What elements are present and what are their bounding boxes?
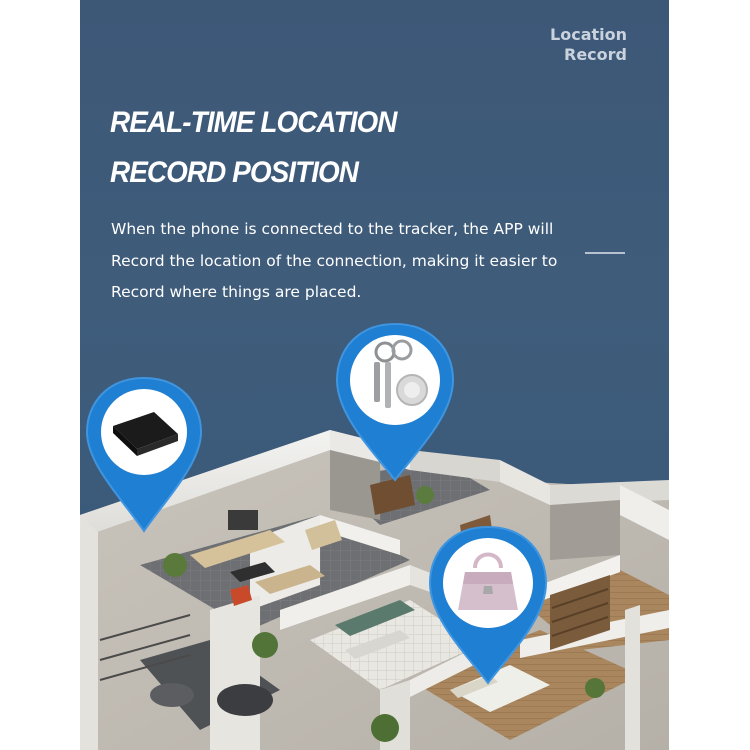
description-line2: Record the location of the connection, making it easier to [111,251,558,270]
description-line1: When the phone is connected to the tracker, the APP will [111,220,554,238]
banner-panel [80,0,669,750]
floorplan-illustration [80,310,669,750]
section-tag-line2: Record [564,45,627,64]
headline [110,98,397,198]
section-tag [550,25,627,65]
section-tag-line1: Location [550,25,627,44]
headline-line1: REAL-TIME LOCATION [110,106,397,139]
divider-dash [585,252,625,254]
description-line3: Record where things are placed. [111,283,362,301]
headline-line2: RECORD POSITION [110,156,359,189]
description [111,214,571,309]
